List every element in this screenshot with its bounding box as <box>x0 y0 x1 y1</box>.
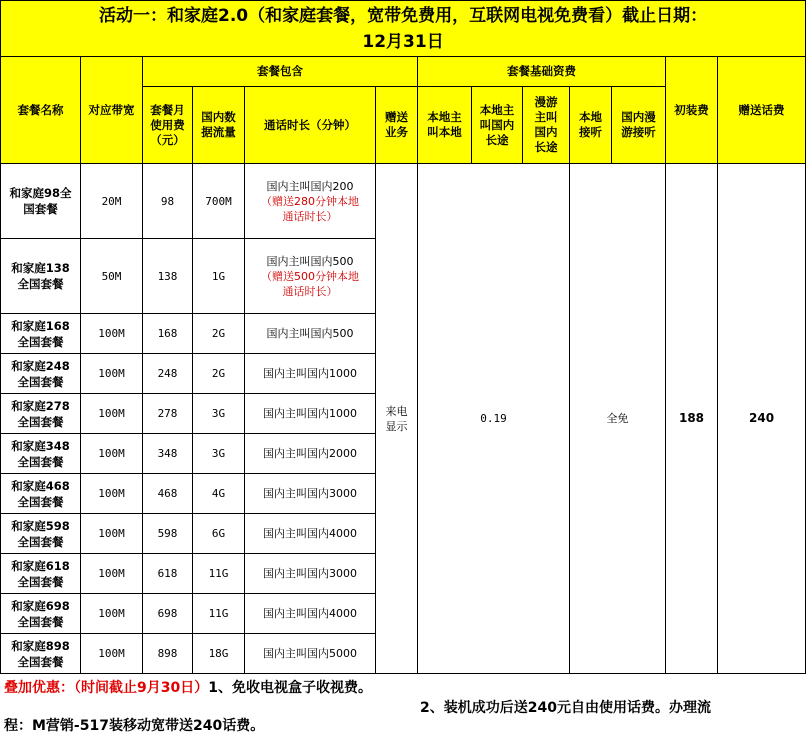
bandwidth-cell: 20M <box>81 164 143 239</box>
package-name-cell: 和家庭348 全国套餐 <box>1 434 81 474</box>
header-bonus-service: 赠送 业务 <box>376 87 418 164</box>
install-fee-cell: 188 <box>666 164 718 674</box>
bandwidth-cell: 100M <box>81 514 143 554</box>
title-line-2: 12月31日 <box>362 31 444 52</box>
bonus-service-cell: 来电 显示 <box>376 164 418 674</box>
fee-cell: 98 <box>143 164 193 239</box>
package-name-cell: 和家庭278 全国套餐 <box>1 394 81 434</box>
fee-cell: 168 <box>143 314 193 354</box>
data-cell: 3G <box>193 434 245 474</box>
header-local-answer: 本地 接听 <box>570 87 612 164</box>
header-install-fee: 初装费 <box>666 57 718 164</box>
talk-cell: 国内主叫国内4000 <box>245 594 376 634</box>
data-cell: 2G <box>193 354 245 394</box>
data-cell: 11G <box>193 594 245 634</box>
talk-cell: 国内主叫国内500 <box>245 314 376 354</box>
title-line-1: 活动一：和家庭2.0（和家庭套餐，宽带免费用，互联网电视免费看）截止日期： <box>98 5 708 26</box>
table-row <box>1 164 806 239</box>
header-included-group: 套餐包含 <box>143 57 418 87</box>
package-name-cell: 和家庭698 全国套餐 <box>1 594 81 634</box>
bandwidth-cell: 100M <box>81 594 143 634</box>
gift-note: （赠送280分钟本地 <box>261 194 359 208</box>
package-name-cell: 和家庭618 全国套餐 <box>1 554 81 594</box>
header-package-name: 套餐名称 <box>1 57 81 164</box>
bandwidth-cell: 100M <box>81 354 143 394</box>
data-cell: 1G <box>193 239 245 314</box>
bandwidth-cell: 100M <box>81 474 143 514</box>
fee-cell: 468 <box>143 474 193 514</box>
talk-cell: 国内主叫国内3000 <box>245 474 376 514</box>
data-cell: 2G <box>193 314 245 354</box>
header-bandwidth: 对应带宽 <box>81 57 143 164</box>
package-name-cell: 和家庭248 全国套餐 <box>1 354 81 394</box>
talk-cell: 国内主叫国内1000 <box>245 394 376 434</box>
extra-offer-note <box>0 673 805 735</box>
data-cell: 700M <box>193 164 245 239</box>
gift-note: （赠送500分钟本地 <box>261 269 359 283</box>
talk-cell: 国内主叫国内1000 <box>245 354 376 394</box>
package-name-cell: 和家庭98全 国套餐 <box>1 164 81 239</box>
answer-fee-cell: 全免 <box>570 164 666 674</box>
bandwidth-cell: 100M <box>81 394 143 434</box>
header-local-long-distance: 本地主 叫国内 长途 <box>472 87 523 164</box>
data-cell: 3G <box>193 394 245 434</box>
talk-cell: 国内主叫国内3000 <box>245 554 376 594</box>
package-name-cell: 和家庭598 全国套餐 <box>1 514 81 554</box>
header-gift-credit: 赠送话费 <box>718 57 806 164</box>
header-monthly-fee: 套餐月 使用费 （元） <box>143 87 193 164</box>
header-local-call: 本地主 叫本地 <box>418 87 472 164</box>
extra-offer-item-1: 1、免收电视盒子收视费。 <box>208 680 372 696</box>
call-rate-cell: 0.19 <box>418 164 570 674</box>
fee-cell: 618 <box>143 554 193 594</box>
header-roaming-answer: 国内漫 游接听 <box>612 87 666 164</box>
extra-offer-item-2: 2、装机成功后送240元自由使用话费。办理流 <box>420 700 711 716</box>
fee-cell: 898 <box>143 634 193 674</box>
talk-cell: 国内主叫国内4000 <box>245 514 376 554</box>
bandwidth-cell: 100M <box>81 634 143 674</box>
fee-cell: 698 <box>143 594 193 634</box>
fee-cell: 278 <box>143 394 193 434</box>
header-roaming-call: 漫游 主叫 国内 长途 <box>523 87 570 164</box>
bandwidth-cell: 50M <box>81 239 143 314</box>
talk-cell: 国内主叫国内200 （赠送280分钟本地 通话时长） <box>245 164 376 239</box>
extra-offer-label: 叠加优惠： <box>4 680 74 696</box>
package-name-cell: 和家庭898 全国套餐 <box>1 634 81 674</box>
fee-cell: 348 <box>143 434 193 474</box>
header-talk-time: 通话时长（分钟） <box>245 87 376 164</box>
header-data-volume: 国内数 据流量 <box>193 87 245 164</box>
package-name-cell: 和家庭468 全国套餐 <box>1 474 81 514</box>
talk-cell: 国内主叫国内5000 <box>245 634 376 674</box>
page-title <box>1 1 806 57</box>
extra-offer-item-3: 程：M营销-517装移动宽带送240话费。 <box>4 718 265 734</box>
data-cell: 18G <box>193 634 245 674</box>
data-cell: 6G <box>193 514 245 554</box>
bandwidth-cell: 100M <box>81 554 143 594</box>
fee-cell: 248 <box>143 354 193 394</box>
fee-cell: 138 <box>143 239 193 314</box>
extra-offer-deadline: （时间截止9月30日） <box>74 680 209 696</box>
bandwidth-cell: 100M <box>81 314 143 354</box>
fee-cell: 598 <box>143 514 193 554</box>
bandwidth-cell: 100M <box>81 434 143 474</box>
data-cell: 11G <box>193 554 245 594</box>
header-fee-group: 套餐基础资费 <box>418 57 666 87</box>
gift-credit-cell: 240 <box>718 164 806 674</box>
package-name-cell: 和家庭168 全国套餐 <box>1 314 81 354</box>
data-cell: 4G <box>193 474 245 514</box>
package-name-cell: 和家庭138 全国套餐 <box>1 239 81 314</box>
talk-cell: 国内主叫国内2000 <box>245 434 376 474</box>
talk-cell: 国内主叫国内500 （赠送500分钟本地 通话时长） <box>245 239 376 314</box>
